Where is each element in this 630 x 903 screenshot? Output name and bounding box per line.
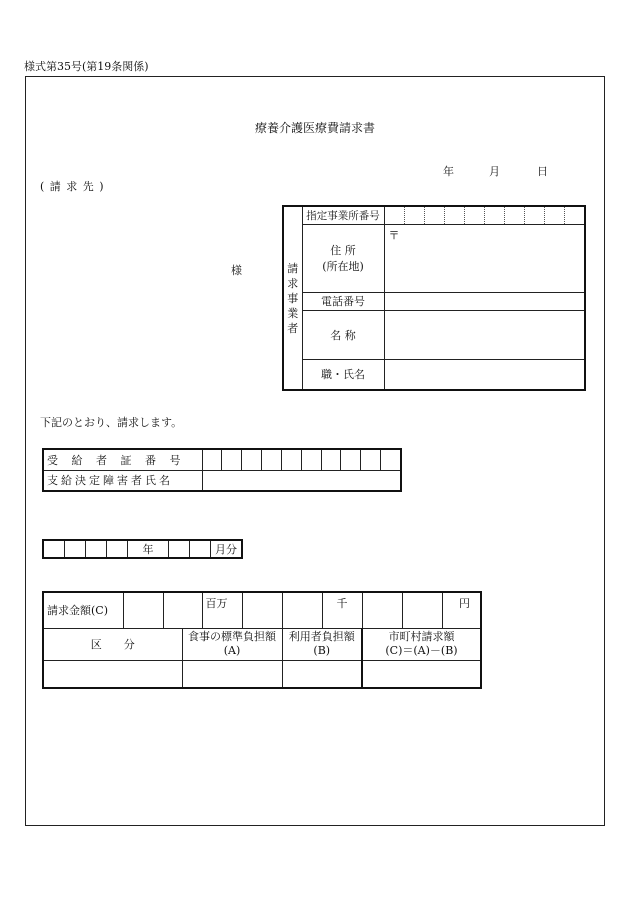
user-burden-field[interactable] <box>282 660 362 688</box>
date-year-label: 年 <box>443 165 454 178</box>
meal-cost-field[interactable] <box>182 660 282 688</box>
office-number-field[interactable] <box>384 206 585 224</box>
page-title: 療養介護医療費請求書 <box>254 121 375 135</box>
recipient-label: ( 請 求 先 ) <box>40 180 105 193</box>
beneficiary-table <box>42 448 402 492</box>
office-number-label: 指定事業所番号 <box>302 206 384 224</box>
claim-amount-label: 請求金額(C) <box>43 592 123 628</box>
date-month-label: 月 <box>489 165 500 178</box>
phone-field[interactable] <box>384 292 585 310</box>
claimant-vertical-label: 請 求 事 業 者 <box>283 206 302 390</box>
decided-person-label: 支給決定障害者氏名 <box>43 470 202 491</box>
amount-digit-box[interactable] <box>242 592 282 628</box>
period-table <box>42 539 243 559</box>
period-month-box[interactable] <box>190 540 211 558</box>
phone-label: 電話番号 <box>302 292 384 310</box>
representative-field[interactable] <box>384 359 585 390</box>
form-number: 様式第35号(第19条関係) <box>24 60 149 73</box>
amount-table <box>42 591 482 689</box>
period-year-box[interactable] <box>86 540 107 558</box>
category-header: 区 分 <box>43 628 182 660</box>
period-month-box[interactable] <box>169 540 190 558</box>
business-name-label: 名 称 <box>302 310 384 359</box>
business-name-field[interactable] <box>384 310 585 359</box>
claimant-table <box>282 205 586 391</box>
decided-person-field[interactable] <box>202 470 401 491</box>
period-year-box[interactable] <box>107 540 128 558</box>
amount-unit-yen: 円 <box>442 592 481 628</box>
municipal-claim-header: 市町村請求額 (C)＝(A)－(B) <box>362 628 481 660</box>
honorific-label: 様 <box>231 264 242 277</box>
period-year-box[interactable] <box>43 540 65 558</box>
amount-unit-thousand: 千 <box>322 592 362 628</box>
office-number-digit-boxes[interactable] <box>385 207 585 224</box>
category-value-field[interactable] <box>43 660 182 688</box>
amount-digit-box[interactable] <box>163 592 202 628</box>
cert-number-field[interactable] <box>202 449 401 470</box>
amount-digit-box[interactable] <box>282 592 322 628</box>
representative-label: 職・氏名 <box>302 359 384 390</box>
amount-unit-million: 百万 <box>202 592 242 628</box>
cert-number-label: 受 給 者 証 番 号 <box>43 449 202 470</box>
postal-mark: 〒 <box>388 228 400 242</box>
address-field[interactable] <box>384 224 585 292</box>
date-day-label: 日 <box>537 165 548 178</box>
address-label: 住 所 (所在地) <box>302 224 384 292</box>
amount-digit-box[interactable] <box>123 592 163 628</box>
intro-text: 下記のとおり、請求します。 <box>40 416 183 429</box>
amount-digit-box[interactable] <box>362 592 402 628</box>
period-year-label: 年 <box>128 540 169 558</box>
period-month-label: 月分 <box>211 540 243 558</box>
user-burden-header: 利用者負担額 (B) <box>282 628 362 660</box>
meal-cost-header: 食事の標準負担額 (A) <box>182 628 282 660</box>
amount-digit-box[interactable] <box>402 592 442 628</box>
period-year-box[interactable] <box>65 540 86 558</box>
municipal-claim-field[interactable] <box>362 660 481 688</box>
cert-number-digit-boxes[interactable] <box>203 450 401 470</box>
